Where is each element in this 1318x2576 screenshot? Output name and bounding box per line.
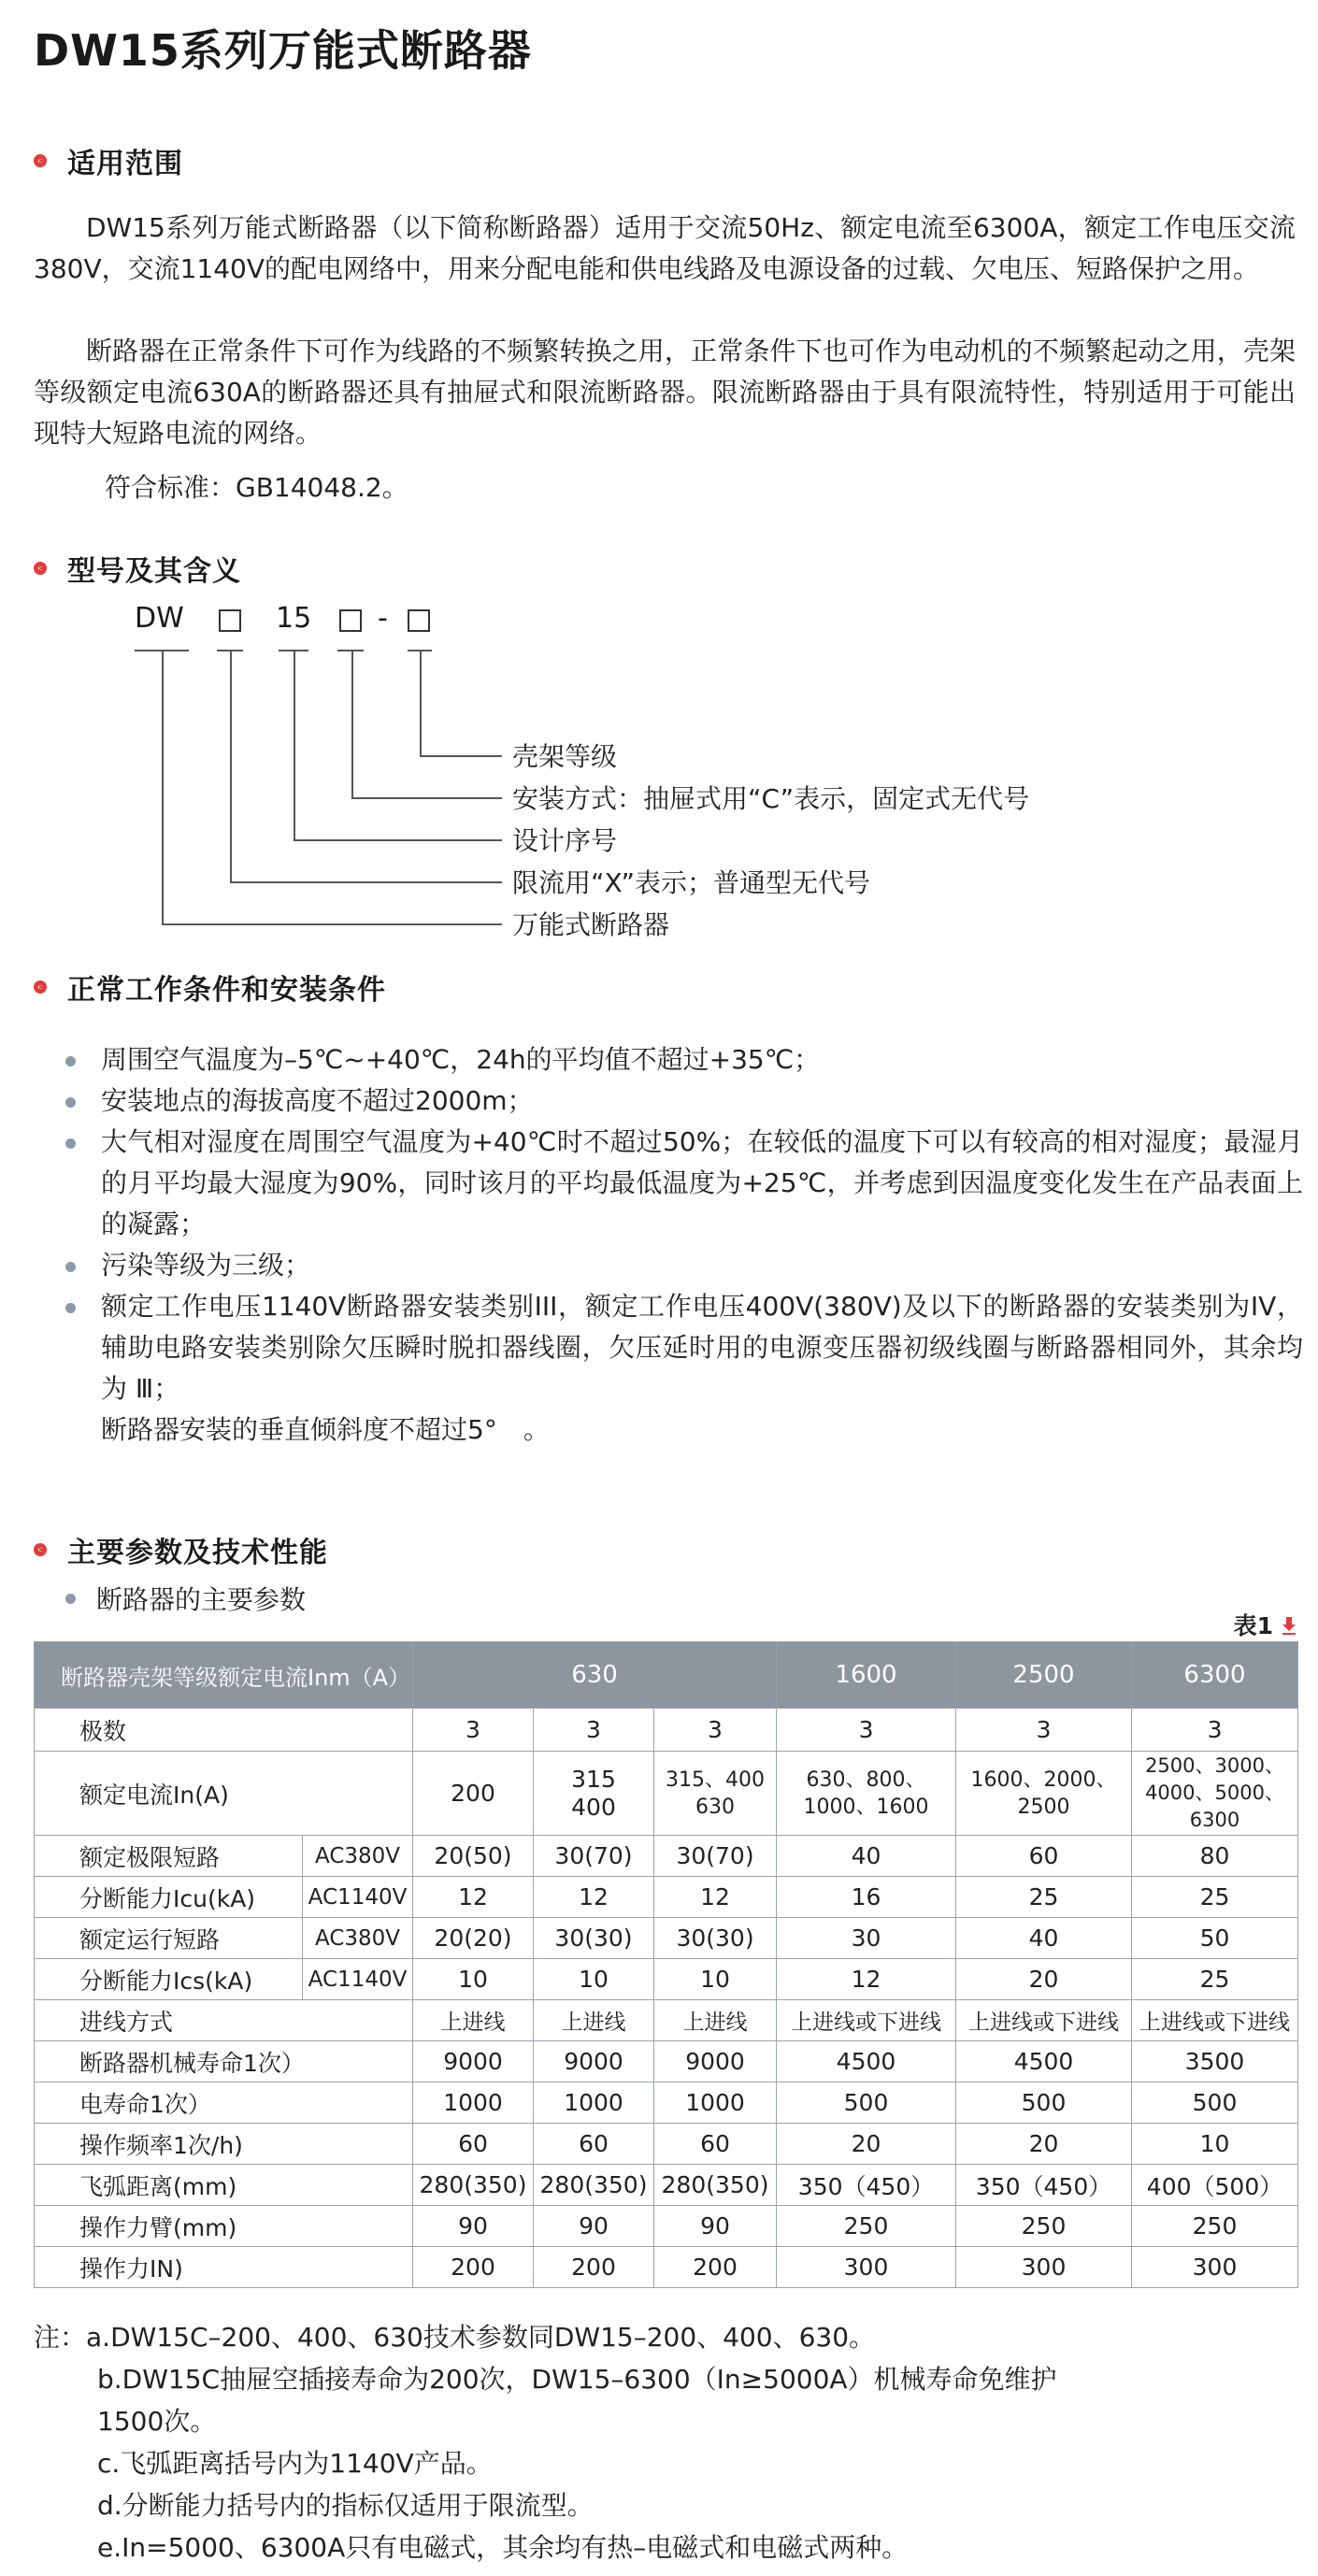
table-row [35, 1752, 1298, 1836]
table-cell: 3 [534, 1709, 654, 1752]
tree-line [420, 650, 422, 756]
table-cell: 3500 [1132, 2041, 1298, 2082]
table-header-cell: 断路器壳架等级额定电流Inm（A） [35, 1642, 413, 1709]
row-label: 操作力IN) [35, 2247, 413, 2288]
table-cell: 315、400 630 [654, 1752, 777, 1836]
tree-line [230, 650, 232, 883]
table-cell: 25 [1132, 1877, 1298, 1918]
table-cell: 4500 [956, 2041, 1132, 2082]
table-cell: 40 [777, 1836, 956, 1877]
download-icon[interactable] [1281, 1614, 1297, 1635]
table-cell: 280(350) [413, 2165, 534, 2206]
list-item: 额定工作电压1140V断路器安装类别III，额定工作电压400V(380V)及以下的断路器的安装类别为IV，辅助电路安装类别除欠压瞬时脱扣器线圈，欠压延时用的电源变压器初级线圈与断路器相同外，其余均为 Ⅲ； [60, 1286, 1303, 1410]
table-cell: 2500、3000、 4000、5000、6300 [1132, 1752, 1298, 1836]
table-cell: 30(70) [534, 1836, 654, 1877]
section-model-heading [34, 548, 241, 589]
table-cell: 30 [777, 1918, 956, 1959]
table-cell: 315 400 [534, 1752, 654, 1836]
row-label: 分断能力Icu(kA) [35, 1877, 303, 1918]
table-cell: 60 [413, 2124, 534, 2165]
bullet-dot-icon [65, 1594, 76, 1604]
note-line: b.DW15C抽屉空插接寿命为200次，DW15–6300（In≥5000A）机械寿命免维护 [97, 2364, 1057, 2395]
bullet-dot-icon [65, 1262, 76, 1272]
table-cell: 30(30) [654, 1918, 777, 1959]
section-params-heading [34, 1529, 328, 1570]
table-cell: 25 [956, 1877, 1132, 1918]
bullet-dot-icon [65, 1303, 76, 1313]
table-cell: 200 [413, 1752, 534, 1836]
table-cell: 280(350) [654, 2165, 777, 2206]
row-label: 额定运行短路 [35, 1918, 303, 1959]
table-cell: 200 [654, 2247, 777, 2288]
table-cell: 上进线或下进线 [1132, 2000, 1298, 2041]
table-cell: 90 [534, 2206, 654, 2247]
section-bullet-icon [34, 1543, 47, 1556]
table-cell: 350（450） [777, 2165, 956, 2206]
table-cell: 280(350) [534, 2165, 654, 2206]
table-cell: 1600、2000、 2500 [956, 1752, 1132, 1836]
table-cell: 20 [956, 2124, 1132, 2165]
table-cell: 400（500） [1132, 2165, 1298, 2206]
row-sublabel: AC1140V [303, 1959, 413, 2000]
table-header-cell: 630 [413, 1642, 777, 1709]
section-bullet-icon [34, 562, 47, 575]
row-label: 进线方式 [35, 2000, 413, 2041]
scope-paragraph-1: DW15系列万能式断路器（以下简称断路器）适用于交流50Hz、额定电流至6300A，额定工作电压交流380V，交流1140V的配电网络中，用来分配电能和供电线路及电源设备的过载、欠电压、短路保护之用。 [34, 212, 1296, 284]
table-cell: 10 [534, 1959, 654, 2000]
table-cell: 10 [654, 1959, 777, 2000]
list-item: 安装地点的海拔高度不超过2000m； [60, 1080, 1303, 1122]
table-cell: 90 [654, 2206, 777, 2247]
note-line: e.In=5000、6300A只有电磁式，其余均有热–电磁式和电磁式两种。 [97, 2532, 909, 2563]
table-cell: 12 [777, 1959, 956, 2000]
table-cell: 3 [1132, 1709, 1298, 1752]
table-cell: 350（450） [956, 2165, 1132, 2206]
note-line: c.飞弧距离括号内为1140V产品。 [97, 2448, 493, 2479]
table-row [35, 2041, 1298, 2082]
tree-line [162, 923, 502, 925]
section-conditions-heading [34, 966, 386, 1008]
list-item: 污染等级为三级； [60, 1245, 1303, 1286]
model-code-box-1 [219, 609, 241, 632]
table-cell: 300 [956, 2247, 1132, 2288]
tree-line [420, 755, 502, 757]
bullet-dot-icon [65, 1138, 76, 1149]
section-title: 适用范围 [67, 148, 183, 180]
table-cell: 4500 [777, 2041, 956, 2082]
table-cell: 9000 [534, 2041, 654, 2082]
table-cell: 200 [534, 2247, 654, 2288]
section-bullet-icon [34, 154, 47, 167]
table-row [35, 2206, 1298, 2247]
table-cell: 500 [956, 2082, 1132, 2124]
table-cell: 80 [1132, 1836, 1298, 1877]
model-code-box-3 [408, 609, 430, 632]
table-cell: 1000 [534, 2082, 654, 2124]
table-cell: 20(50) [413, 1836, 534, 1877]
model-label-frame: 壳架等级 [512, 741, 618, 772]
table-row [35, 1836, 1298, 1877]
note-line: 注：a.DW15C–200、400、630技术参数同DW15–200、400、630。 [34, 2322, 876, 2353]
section-scope-heading [34, 140, 183, 181]
page-title: DW15系列万能式断路器 [34, 25, 532, 76]
table-header-cell: 6300 [1132, 1642, 1298, 1709]
note-line: d.分断能力括号内的指标仅适用于限流型。 [97, 2490, 594, 2521]
table-cell: 上进线 [654, 2000, 777, 2041]
table-cell: 10 [413, 1959, 534, 2000]
table-cell: 10 [1132, 2124, 1298, 2165]
table-cell: 1000 [413, 2082, 534, 2124]
table-cell: 40 [956, 1918, 1132, 1959]
params-subtitle: 断路器的主要参数 [65, 1580, 306, 1617]
section-title: 型号及其含义 [67, 555, 241, 588]
bullet-dot-icon [65, 1056, 76, 1066]
row-label: 操作力臂(mm) [35, 2206, 413, 2247]
note-line: 1500次。 [97, 2406, 217, 2437]
row-sublabel: AC380V [303, 1836, 413, 1877]
section-title: 主要参数及技术性能 [67, 1537, 328, 1569]
model-label-design: 设计序号 [512, 825, 618, 856]
table-row [35, 2165, 1298, 2206]
table-cell: 3 [654, 1709, 777, 1752]
table-cell: 300 [1132, 2247, 1298, 2288]
table-cell: 50 [1132, 1918, 1298, 1959]
table-row [35, 1959, 1298, 2000]
table-cell: 16 [777, 1877, 956, 1918]
scope-standard: 符合标准：GB14048.2。 [105, 472, 408, 503]
table-row [35, 2247, 1298, 2288]
table-header-row [35, 1642, 1298, 1709]
model-code-box-2 [339, 609, 362, 632]
table-cell: 250 [1132, 2206, 1298, 2247]
table-cell: 12 [413, 1877, 534, 1918]
row-sublabel: AC380V [303, 1918, 413, 1959]
model-code-15: 15 [276, 602, 312, 635]
conditions-list [60, 1039, 1303, 1451]
table-cell: 20(20) [413, 1918, 534, 1959]
table-row [35, 1877, 1298, 1918]
table-cell: 12 [534, 1877, 654, 1918]
table-row [35, 2000, 1298, 2041]
table-cell: 上进线 [534, 2000, 654, 2041]
list-item-extra: 断路器安装的垂直倾斜度不超过5° 。 [101, 1414, 550, 1445]
section-bullet-icon [34, 980, 47, 994]
table-cell: 500 [1132, 2082, 1298, 2124]
table-cell: 上进线 [413, 2000, 534, 2041]
table-cell: 25 [1132, 1959, 1298, 2000]
list-item: 大气相对湿度在周围空气温度为+40℃时不超过50%；在较低的温度下可以有较高的相对湿度；最湿月的月平均最大湿度为90%，同时该月的平均最低温度为+25℃，并考虑到因温度变化发生在产品表面上的凝露； [60, 1122, 1303, 1245]
row-label: 飞弧距离(mm) [35, 2165, 413, 2206]
row-label: 额定电流In(A) [35, 1752, 413, 1836]
table-cell: 12 [654, 1877, 777, 1918]
list-item: 周围空气温度为–5℃~+40℃，24h的平均值不超过+35℃； [60, 1039, 1303, 1080]
table-cell: 上进线或下进线 [777, 2000, 956, 2041]
table-cell: 9000 [413, 2041, 534, 2082]
model-label-universal: 万能式断路器 [512, 909, 670, 940]
table-cell: 3 [413, 1709, 534, 1752]
table-cell: 上进线或下进线 [956, 2000, 1132, 2041]
model-label-limit: 限流用“X”表示；普通型无代号 [512, 867, 871, 898]
tree-line [162, 650, 164, 924]
table-cell: 20 [956, 1959, 1132, 2000]
table-cell: 30(70) [654, 1836, 777, 1877]
table-cell: 300 [777, 2247, 956, 2288]
scope-paragraph-2: 断路器在正常条件下可作为线路的不频繁转换之用，正常条件下也可作为电动机的不频繁起动之用，壳架等级额定电流630A的断路器还具有抽屉式和限流断路器。限流断路器由于具有限流特性，特别适用于可能出现特大短路电流的网络。 [34, 336, 1296, 449]
table-cell: 30(30) [534, 1918, 654, 1959]
table-cell: 20 [777, 2124, 956, 2165]
row-label: 极数 [35, 1709, 413, 1752]
tree-line [351, 650, 353, 799]
notes [34, 2316, 1296, 2569]
row-label: 额定极限短路 [35, 1836, 303, 1877]
table-row [35, 1709, 1298, 1752]
model-code-dash: - [378, 602, 388, 635]
table-cell: 3 [777, 1709, 956, 1752]
table-row [35, 2124, 1298, 2165]
table-cell: 60 [654, 2124, 777, 2165]
bullet-dot-icon [65, 1097, 76, 1108]
table-cell: 1000 [654, 2082, 777, 2124]
table-cell: 90 [413, 2206, 534, 2247]
table-cell: 250 [777, 2206, 956, 2247]
table-cell: 200 [413, 2247, 534, 2288]
model-code-dw: DW [135, 602, 184, 635]
table-row [35, 2082, 1298, 2124]
table-cell: 3 [956, 1709, 1132, 1752]
table-header-cell: 2500 [956, 1642, 1132, 1709]
row-label: 操作频率1次/h) [35, 2124, 413, 2165]
table-caption: 表1 [1234, 1608, 1297, 1641]
table-cell: 500 [777, 2082, 956, 2124]
params-table [34, 1641, 1298, 2288]
table-header-cell: 1600 [777, 1642, 956, 1709]
table-cell: 60 [534, 2124, 654, 2165]
tree-line [294, 839, 502, 841]
tree-line [294, 650, 295, 840]
tree-bar [337, 650, 364, 651]
table-cell: 250 [956, 2206, 1132, 2247]
table-row [35, 1918, 1298, 1959]
row-label: 断路器机械寿命1次） [35, 2041, 413, 2082]
row-label: 分断能力Ics(kA) [35, 1959, 303, 2000]
model-label-install: 安装方式：抽屉式用“C”表示，固定式无代号 [512, 783, 1030, 814]
table-cell: 9000 [654, 2041, 777, 2082]
table-cell: 630、800、 1000、1600 [777, 1752, 956, 1836]
row-label: 电寿命1次） [35, 2082, 413, 2124]
tree-line [351, 797, 502, 799]
tree-line [230, 881, 502, 883]
table-cell: 60 [956, 1836, 1132, 1877]
section-title: 正常工作条件和安装条件 [67, 974, 386, 1007]
row-sublabel: AC1140V [303, 1877, 413, 1918]
